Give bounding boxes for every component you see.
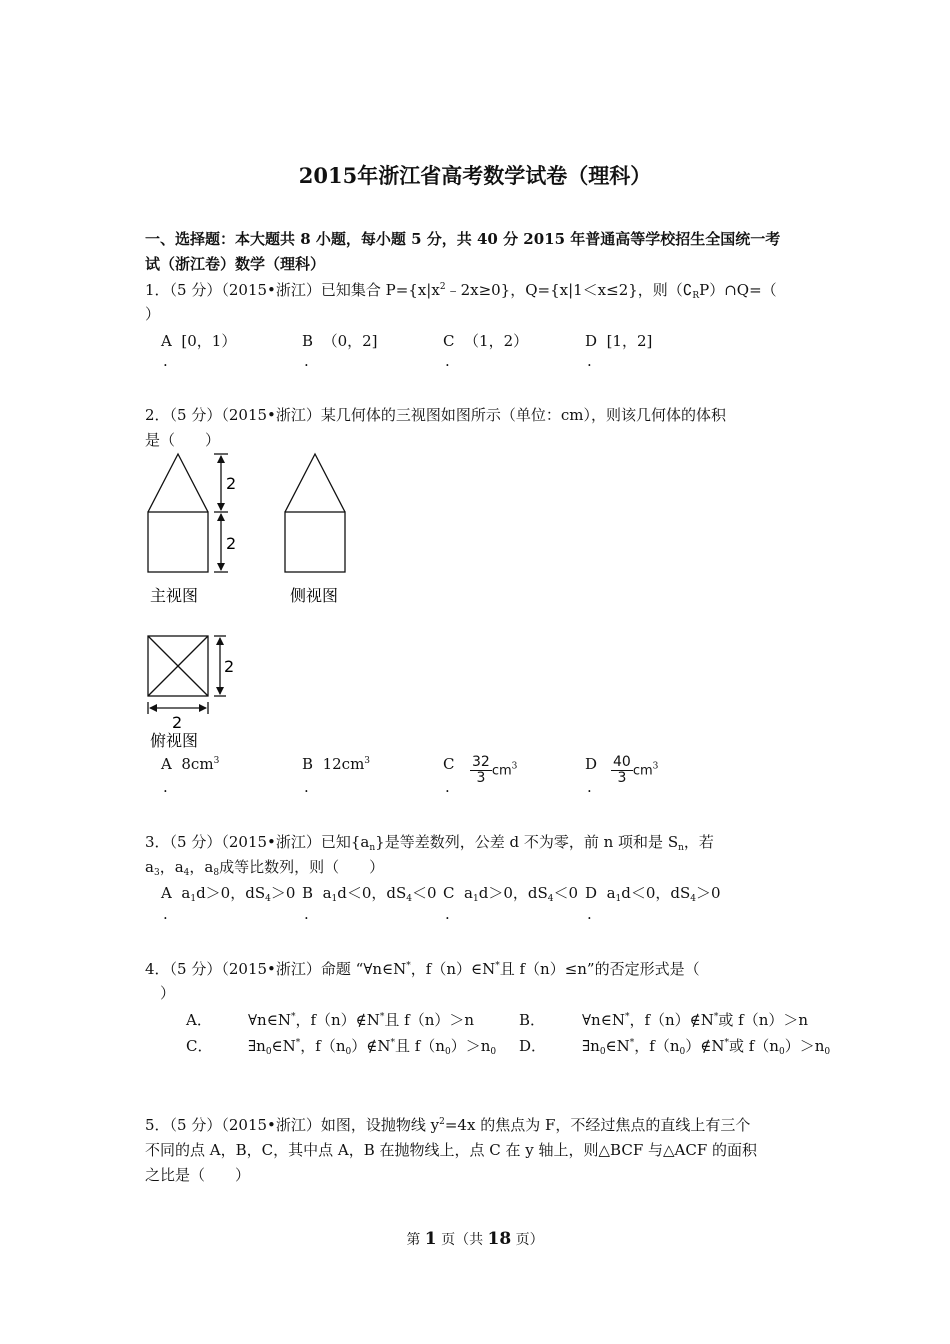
side-view-square xyxy=(285,512,345,572)
q2-option-b: B $12cm^3$ xyxy=(302,755,371,773)
q3-option-c: C $a_1d>0$，$dS_4<0$ xyxy=(443,884,579,904)
q1-option-d: D [1，2] xyxy=(585,332,653,350)
page-footer: 第 1 页（共 18 页） xyxy=(406,1229,544,1249)
q5-line3: 之比是（ ） xyxy=(145,1166,251,1184)
q2-dot-b: . xyxy=(304,778,309,796)
q2-dot-d: . xyxy=(587,778,592,796)
q1-option-b: B （0，2] xyxy=(302,332,378,350)
front-view-square xyxy=(148,512,208,572)
q1-dot-d: . xyxy=(587,352,592,370)
q1-line1: 1．（5 分）（2015•浙江）已知集合 $P=\{x|x^2﹣2x\ge 0\}$，Q={x|1＜x≤2}，则$(∁_RP)\cap Q=$（ xyxy=(145,281,777,301)
dim-label-width: 2 xyxy=(172,713,183,732)
q5-line1: 5．（5 分）（2015•浙江）如图，设抛物线 $y^2=4x$ 的焦点为 F，不经过焦点的直线上有三个 xyxy=(145,1116,751,1134)
side-view-triangle xyxy=(285,454,345,512)
q1-option-a: A [0，1） xyxy=(161,332,237,350)
dim-label-bottom: 2 xyxy=(226,534,237,553)
q4-line2: ） xyxy=(160,984,176,1002)
q4-option-a: ∀n∈N*，f（n）∉N*且 f（n）＞n xyxy=(248,1011,475,1029)
q2-option-d: $\frac{40}{3}$ $cm^3$ xyxy=(613,754,659,786)
q3-option-b: B $a_1d<0$，$dS_4<0$ xyxy=(302,884,437,904)
q4-option-b: ∀n∈N*，f（n）∉N*或 f（n）＞n xyxy=(582,1011,809,1029)
front-view-triangle xyxy=(148,454,208,512)
front-view-label: 主视图 xyxy=(150,586,199,605)
q4-option-b-letter: B． xyxy=(519,1011,546,1029)
q2-dot-c: . xyxy=(445,778,450,796)
q4-line1: 4．（5 分）（2015•浙江）命题 “∀n∈N*，f（n）∈N*且 f（n）≤n”的否定形式是（ xyxy=(145,960,700,978)
page-title: 2015年浙江省高考数学试卷（理科） xyxy=(298,163,652,188)
dim-label-top-view: 2 xyxy=(224,657,235,676)
q4-option-a-letter: A． xyxy=(186,1011,212,1029)
q2-option-d-letter: D xyxy=(585,755,598,773)
dim-label-top: 2 xyxy=(226,474,237,493)
q3-dot-d: . xyxy=(587,905,592,923)
q4-option-c: $\exists n_0\in N^*$，$f(n_0)\notin N^*$且 $f(n_0)>n_0$ xyxy=(248,1037,497,1057)
q1-line2: ） xyxy=(145,305,161,323)
q3-dot-c: . xyxy=(445,905,450,923)
page-number: 1 xyxy=(424,1229,437,1249)
page-total: 18 xyxy=(487,1229,512,1249)
q2-option-a: A $8cm^3$ xyxy=(161,755,220,773)
q4-option-c-letter: C． xyxy=(186,1037,213,1055)
q1-dot-a: . xyxy=(163,352,168,370)
q3-option-d: D $a_1d<0$，$dS_4>0$ xyxy=(585,884,721,904)
q2-option-c-letter: C xyxy=(443,755,455,773)
q3-line2: $a_3$，$a_4$，$a_8$成等比数列，则（ ） xyxy=(145,858,385,878)
q2-line1: 2．（5 分）（2015•浙江）某几何体的三视图如图所示（单位：cm），则该几何体的体积 xyxy=(145,406,727,424)
q4-option-d: $\exists n_0\in N^*$，$f(n_0)\notin N^*$或 $f(n_0)>n_0$ xyxy=(582,1037,831,1057)
q3-option-a: A $a_1d>0$，$dS_4>0$ xyxy=(161,884,296,904)
q3-line1: 3．（5 分）（2015•浙江）已知$\{a_n\}$是等差数列，公差 d 不为零，前 n 项和是 $S_n$，若 xyxy=(145,833,714,853)
q1-dot-c: . xyxy=(445,352,450,370)
q3-dot-a: . xyxy=(163,905,168,923)
q1-option-c: C （1，2） xyxy=(443,332,529,350)
side-view-label: 侧视图 xyxy=(290,586,339,605)
q2-dot-a: . xyxy=(163,778,168,796)
q1-dot-b: . xyxy=(304,352,309,370)
q3-dot-b: . xyxy=(304,905,309,923)
section-header-line2: 试（浙江卷）数学（理科） xyxy=(145,255,326,273)
three-view-figure xyxy=(140,450,380,760)
q2-line2: 是（ ） xyxy=(145,431,221,449)
q4-option-d-letter: D． xyxy=(519,1037,547,1055)
q5-line2: 不同的点 A，B，C，其中点 A，B 在抛物线上，点 C 在 y 轴上，则△BCF 与△ACF 的面积 xyxy=(145,1141,758,1159)
top-view-label: 俯视图 xyxy=(150,731,199,750)
q2-option-c: $\frac{32}{3}$ $cm^3$ xyxy=(472,754,518,786)
section-header-line1: 一、选择题：本大题共 8 小题，每小题 5 分，共 40 分 2015 年普通高等学校招生全国统一考 xyxy=(145,230,781,248)
